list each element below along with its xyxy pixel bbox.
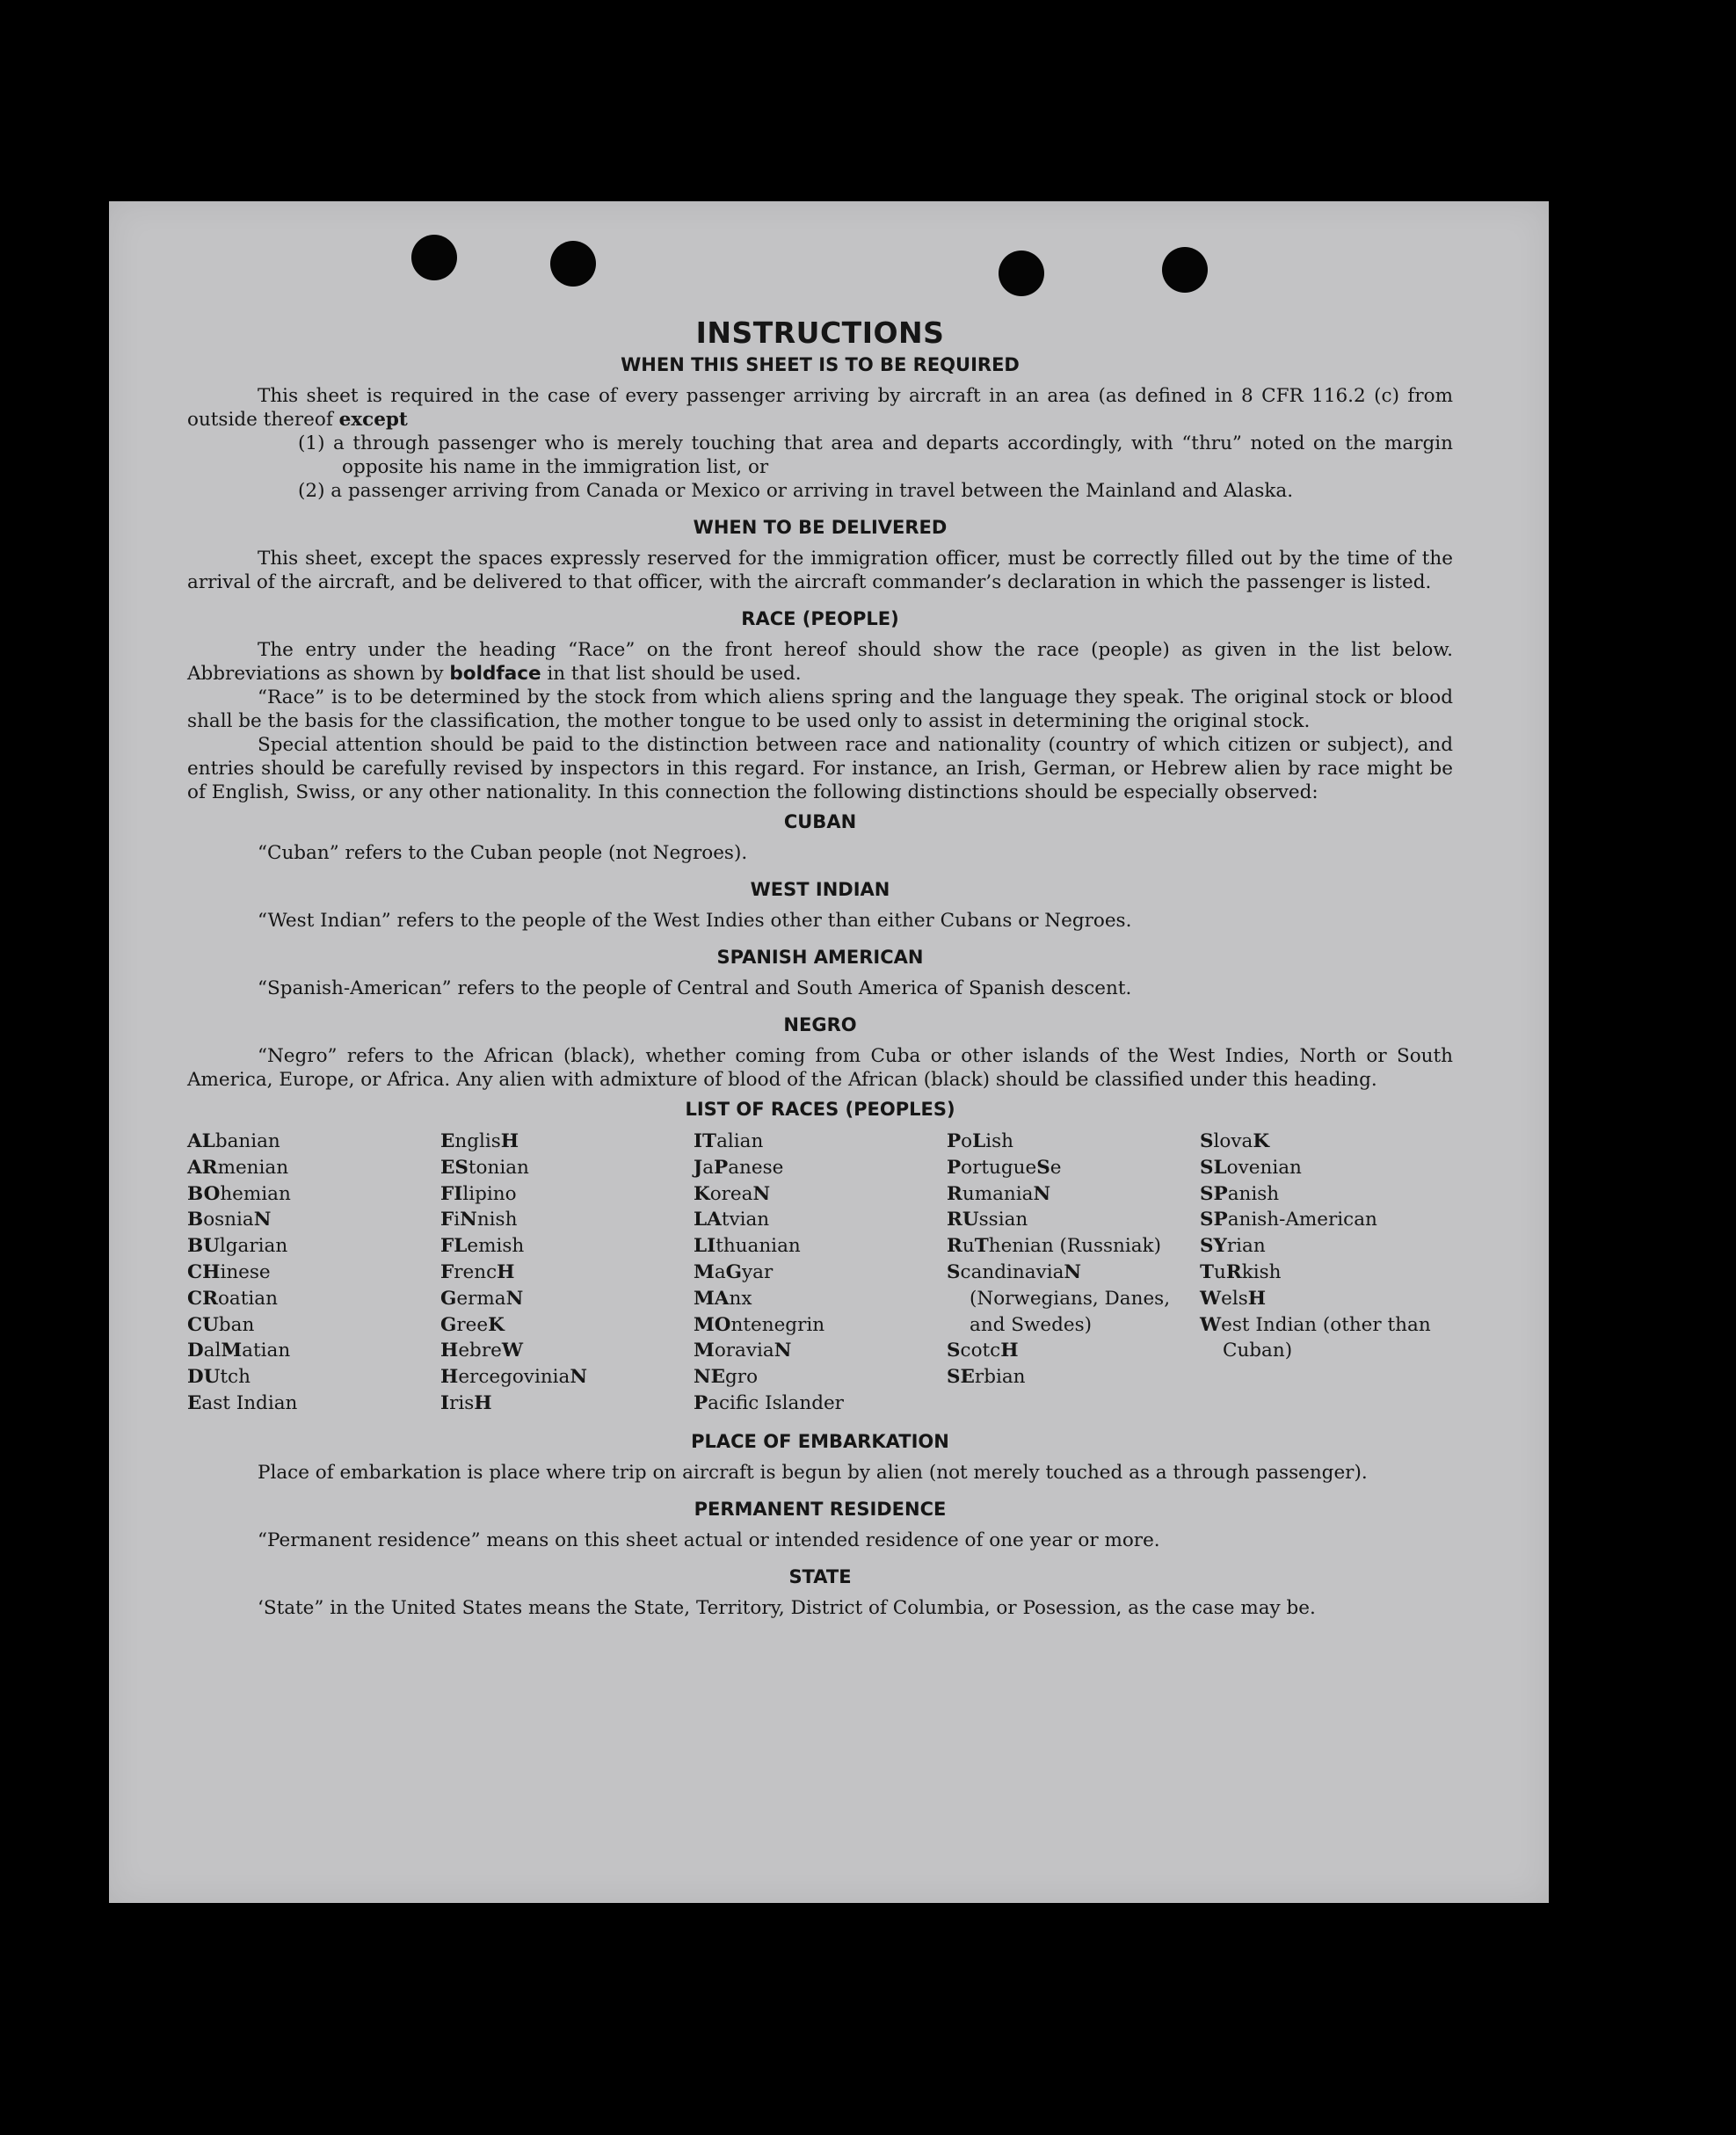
heading-race: RACE (PEOPLE) — [741, 608, 899, 629]
race-entry-text: yar — [742, 1260, 774, 1283]
race-entry — [1200, 1312, 1453, 1365]
race-entry — [440, 1155, 694, 1181]
race-entry-abbrev: P — [947, 1130, 962, 1152]
race-entry-abbrev: NE — [694, 1366, 726, 1389]
spanish-american-text: “Spanish-American” refers to the people of Central and South America of Spanish descent. — [258, 977, 1132, 999]
race-entry-abbrev: N — [253, 1209, 272, 1231]
race-entry-abbrev: N — [505, 1287, 524, 1310]
race-entry-abbrev: SY — [1200, 1235, 1227, 1258]
race-entry-abbrev: E — [440, 1130, 455, 1152]
race-entry-abbrev: N — [1033, 1182, 1051, 1205]
race-entry — [947, 1155, 1200, 1181]
race-entry-abbrev: BO — [187, 1182, 221, 1205]
races-table — [187, 1129, 1453, 1417]
race-entry — [694, 1286, 947, 1312]
race-entry-abbrev: IT — [694, 1130, 717, 1152]
race-entry — [1200, 1260, 1453, 1286]
race-entry-abbrev: F — [440, 1260, 454, 1283]
state-text: ‘State” in the United States means the State, Territory, District of Columbia, or Posession, as the case may be. — [258, 1596, 1316, 1619]
race-entry — [947, 1207, 1200, 1233]
race-entry — [440, 1364, 694, 1391]
race-p1-bold: boldface — [449, 663, 541, 685]
races-column — [694, 1129, 947, 1417]
race-entry-text: lova — [1213, 1130, 1253, 1152]
race-entry-abbrev: E — [187, 1391, 202, 1414]
when-required-except: except — [338, 409, 408, 431]
race-entry-text: (Norwegians, Danes, and Swedes) — [970, 1287, 1171, 1336]
race-entry-abbrev: H — [440, 1366, 459, 1389]
race-entry — [694, 1233, 947, 1260]
race-entry-abbrev: D — [187, 1340, 204, 1362]
race-entry-text: renc — [454, 1260, 498, 1283]
race-entry-text: u — [962, 1235, 975, 1258]
race-entry — [947, 1233, 1200, 1260]
race-entry-text: emish — [467, 1235, 525, 1258]
race-entry-text: gro — [725, 1366, 759, 1389]
race-entry-text: hemian — [220, 1182, 291, 1205]
race-entry-text: acific Islander — [708, 1391, 844, 1414]
race-entry — [947, 1364, 1200, 1391]
race-entry — [694, 1181, 947, 1208]
race-entry — [947, 1260, 1200, 1338]
race-entry-abbrev: R — [1225, 1260, 1242, 1283]
race-entry — [694, 1338, 947, 1364]
document-sheet — [109, 201, 1549, 1903]
page-title: INSTRUCTIONS — [695, 316, 945, 350]
race-entry — [187, 1260, 440, 1286]
when-delivered-text: This sheet, except the spaces expressly reserved for the immigration officer, must be correctly filled out by the time of the arrival of the aircraft, and be delivered to that officer, with the aircraft commander’s declaration in which the passenger is listed. — [187, 548, 1453, 593]
race-entry-text: lipino — [462, 1182, 517, 1205]
race-entry-text: cotc — [960, 1340, 1001, 1362]
race-entry-text: candinavia — [960, 1260, 1064, 1283]
race-entry — [187, 1338, 440, 1364]
race-entry-abbrev: K — [1253, 1130, 1270, 1152]
race-entry-abbrev: RU — [947, 1209, 979, 1231]
race-entry — [440, 1207, 694, 1233]
punch-hole — [550, 241, 596, 287]
when-required-intro — [187, 384, 1453, 432]
race-entry — [694, 1391, 947, 1417]
race-entry-text: orea — [709, 1182, 753, 1205]
race-entry-abbrev: S — [1200, 1130, 1214, 1152]
race-entry-text: tonian — [468, 1156, 529, 1179]
race-entry — [187, 1181, 440, 1208]
race-entry — [187, 1391, 440, 1417]
race-entry-text: al — [203, 1340, 222, 1362]
race-entry-abbrev: SL — [1200, 1156, 1227, 1179]
heading-list-of-races: LIST OF RACES (PEOPLES) — [685, 1099, 955, 1120]
race-entry — [187, 1286, 440, 1312]
race-entry-abbrev: G — [440, 1313, 457, 1336]
when-required-clause-1: (1) a through passenger who is merely touching that area and departs accordingly, with “thru” noted on the margin opposite his name in the immigration list, or — [298, 432, 1453, 478]
race-entry-abbrev: FI — [440, 1182, 463, 1205]
race-entry-text: nish — [476, 1209, 518, 1231]
race-entry-abbrev: K — [488, 1313, 505, 1336]
race-entry-abbrev: S — [1036, 1156, 1050, 1179]
race-entry-text: rbian — [974, 1366, 1026, 1389]
race-entry-abbrev: S — [947, 1260, 961, 1283]
race-entry-text: kish — [1241, 1260, 1282, 1283]
race-paragraph-2: “Race” is to be determined by the stock from which aliens spring and the language they speak. The original stock or blood shall be the basis for the classification, the mother tongue to be used only to assist in determining the original stock. — [187, 686, 1453, 732]
race-entry — [1200, 1181, 1453, 1208]
race-entry-text: ban — [218, 1313, 255, 1336]
race-entry-abbrev: M — [694, 1340, 715, 1362]
race-entry-abbrev: N — [570, 1366, 588, 1389]
race-entry-text: ree — [456, 1313, 489, 1336]
race-entry-abbrev: CH — [187, 1260, 221, 1283]
race-entry — [187, 1364, 440, 1391]
race-entry — [694, 1155, 947, 1181]
races-column — [440, 1129, 694, 1417]
race-entry-abbrev: H — [474, 1391, 492, 1414]
race-entry — [694, 1207, 947, 1233]
race-entry-text: ovenian — [1226, 1156, 1302, 1179]
race-entry — [440, 1338, 694, 1364]
heading-permanent-residence: PERMANENT RESIDENCE — [694, 1498, 947, 1520]
race-entry — [187, 1233, 440, 1260]
race-entry-text: ntenegrin — [730, 1313, 825, 1336]
race-entry-abbrev: H — [1000, 1340, 1019, 1362]
race-entry-text: nx — [729, 1287, 752, 1310]
races-column — [1200, 1129, 1453, 1417]
punch-hole — [411, 235, 457, 280]
race-entry-abbrev: SE — [947, 1366, 975, 1389]
race-entry-text: o — [961, 1130, 973, 1152]
race-entry-text: anese — [728, 1156, 784, 1179]
heading-when-delivered: WHEN TO BE DELIVERED — [693, 517, 948, 538]
when-required-intro-text: This sheet is required in the case of every passenger arriving by aircraft in an area (as defined in 8 CFR 116.2 (c) from outside thereof — [187, 385, 1453, 431]
race-entry-abbrev: MO — [694, 1313, 731, 1336]
race-entry-abbrev: N — [752, 1182, 771, 1205]
race-entry-abbrev: R — [947, 1182, 962, 1205]
when-required-clause-2: (2) a passenger arriving from Canada or Mexico or arriving in travel between the Mainland and Alaska. — [298, 480, 1294, 502]
race-entry-abbrev: SP — [1200, 1182, 1228, 1205]
race-entry-text: i — [454, 1209, 461, 1231]
race-entry-abbrev: MA — [694, 1287, 730, 1310]
race-entry-text: atian — [242, 1340, 291, 1362]
race-entry — [1200, 1233, 1453, 1260]
race-entry-text: e — [1050, 1156, 1062, 1179]
race-entry-text: els — [1221, 1287, 1248, 1310]
race-entry-abbrev: P — [694, 1391, 708, 1414]
race-entry — [1200, 1207, 1453, 1233]
race-entry-abbrev: T — [974, 1235, 989, 1258]
heading-embarkation: PLACE OF EMBARKATION — [691, 1430, 949, 1452]
race-entry-text: ast Indian — [201, 1391, 298, 1414]
race-entry-abbrev: M — [694, 1260, 715, 1283]
race-entry — [440, 1260, 694, 1286]
race-entry-text: est Indian (other than Cuban) — [1221, 1313, 1431, 1362]
races-column — [947, 1129, 1200, 1417]
race-entry — [187, 1129, 440, 1155]
race-entry-text: banian — [214, 1130, 280, 1152]
race-entry — [694, 1364, 947, 1391]
race-entry — [440, 1129, 694, 1155]
race-entry-text: u — [1214, 1260, 1226, 1283]
race-entry-text: menian — [217, 1156, 289, 1179]
embarkation-text: Place of embarkation is place where trip on aircraft is begun by alien (not merely touched as a through passenger). — [258, 1461, 1368, 1484]
race-entry — [694, 1260, 947, 1286]
race-entry-text: ish — [985, 1130, 1014, 1152]
permanent-residence-text: “Permanent residence” means on this sheet actual or intended residence of one year or more. — [258, 1529, 1160, 1551]
race-paragraph-1 — [187, 638, 1453, 686]
race-entry-text: alian — [716, 1130, 764, 1152]
race-entry — [440, 1312, 694, 1339]
race-entry-abbrev: AL — [187, 1130, 215, 1152]
race-entry — [1200, 1286, 1453, 1312]
heading-state: STATE — [788, 1565, 852, 1587]
race-entry-text: umania — [962, 1182, 1034, 1205]
race-entry-abbrev: N — [1064, 1260, 1082, 1283]
race-entry-abbrev: CU — [187, 1313, 219, 1336]
race-entry-text: ebre — [458, 1340, 502, 1362]
race-entry — [947, 1129, 1200, 1155]
race-entry-text: oatian — [217, 1287, 278, 1310]
race-entry-abbrev: F — [440, 1209, 454, 1231]
race-entry-text: inese — [220, 1260, 271, 1283]
race-entry-abbrev: M — [221, 1340, 243, 1362]
race-entry — [947, 1338, 1200, 1364]
cuban-text: “Cuban” refers to the Cuban people (not Negroes). — [258, 842, 748, 864]
race-entry-abbrev: L — [972, 1130, 986, 1152]
punch-hole — [1162, 247, 1208, 293]
race-entry-abbrev: CR — [187, 1287, 218, 1310]
race-entry-text: thuanian — [715, 1235, 801, 1258]
race-entry — [694, 1312, 947, 1339]
race-entry-abbrev: P — [947, 1156, 962, 1179]
negro-text: “Negro” refers to the African (black), whether coming from Cuba or other islands of the West Indies, North or South America, Europe, or Africa. Any alien with admixture of blood of the African (black) should be classified under this heading. — [187, 1045, 1453, 1091]
race-entry-text: henian (Russniak) — [988, 1235, 1161, 1258]
race-entry-abbrev: LA — [694, 1209, 722, 1231]
race-entry — [440, 1286, 694, 1312]
race-entry — [1200, 1129, 1453, 1155]
race-entry-text: ortugue — [961, 1156, 1037, 1179]
heading-negro: NEGRO — [783, 1014, 857, 1035]
race-entry-abbrev: H — [1247, 1287, 1267, 1310]
west-indian-text: “West Indian” refers to the people of the West Indies other than either Cubans or Negroes. — [258, 910, 1132, 932]
race-entry-text: a — [702, 1156, 715, 1179]
race-entry-text: nglis — [454, 1130, 501, 1152]
race-paragraph-3: Special attention should be paid to the distinction between race and nationality (country of which citizen or subject), and entries should be carefully revised by inspectors in this regard. For instance, an Irish, German, or Hebrew alien by race might be of English, Swiss, or any other nationality. In this connection the following distinctions should be especially observed: — [187, 734, 1453, 803]
race-entry-abbrev: N — [774, 1340, 792, 1362]
race-entry-abbrev: R — [947, 1235, 962, 1258]
instructions-content — [187, 316, 1453, 1620]
race-p1-a: The entry under the heading “Race” on the front hereof should show the race (people) as given in the list below. Abbreviations as shown by — [187, 639, 1453, 685]
race-entry-text: anish-American — [1227, 1209, 1377, 1231]
race-entry-text: tvian — [721, 1209, 770, 1231]
race-entry — [187, 1312, 440, 1339]
race-entry — [187, 1155, 440, 1181]
race-entry-text: ris — [449, 1391, 475, 1414]
race-entry-abbrev: G — [440, 1287, 457, 1310]
heading-west-indian: WEST INDIAN — [750, 879, 890, 900]
race-entry-abbrev: FL — [440, 1235, 468, 1258]
race-entry — [947, 1181, 1200, 1208]
race-entry-abbrev: B — [187, 1209, 204, 1231]
race-entry-abbrev: G — [725, 1260, 743, 1283]
race-entry-text: a — [714, 1260, 726, 1283]
race-entry-abbrev: P — [714, 1156, 729, 1179]
race-entry-text: erma — [456, 1287, 506, 1310]
race-entry-abbrev: H — [497, 1260, 515, 1283]
race-entry-text: lgarian — [219, 1235, 288, 1258]
race-entry-abbrev: N — [460, 1209, 477, 1231]
race-entry — [440, 1181, 694, 1208]
race-entry-abbrev: W — [1200, 1287, 1222, 1310]
race-entry-abbrev: LI — [694, 1235, 716, 1258]
race-entry-text: anish — [1227, 1182, 1280, 1205]
race-entry-abbrev: I — [440, 1391, 450, 1414]
races-column — [187, 1129, 440, 1417]
race-entry-abbrev: J — [694, 1156, 703, 1179]
race-entry-abbrev: DU — [187, 1366, 221, 1389]
race-entry-abbrev: SP — [1200, 1209, 1228, 1231]
race-entry-abbrev: W — [501, 1340, 523, 1362]
heading-cuban: CUBAN — [783, 811, 857, 832]
race-entry-abbrev: AR — [187, 1156, 218, 1179]
race-entry-abbrev: W — [1200, 1313, 1222, 1336]
race-entry-abbrev: BU — [187, 1235, 220, 1258]
race-entry — [694, 1129, 947, 1155]
race-entry-abbrev: ES — [440, 1156, 469, 1179]
race-entry-text: ercegovinia — [458, 1366, 570, 1389]
punch-hole — [999, 251, 1044, 296]
race-entry — [440, 1391, 694, 1417]
race-entry — [1200, 1155, 1453, 1181]
race-entry-abbrev: H — [500, 1130, 519, 1152]
race-entry-text: rian — [1226, 1235, 1266, 1258]
race-entry-abbrev: H — [440, 1340, 459, 1362]
heading-when-required: WHEN THIS SHEET IS TO BE REQUIRED — [621, 354, 1020, 375]
race-entry-text: osnia — [203, 1209, 254, 1231]
race-entry — [440, 1233, 694, 1260]
heading-spanish-american: SPANISH AMERICAN — [716, 947, 924, 968]
race-entry-abbrev: S — [947, 1340, 961, 1362]
race-entry-abbrev: K — [694, 1182, 710, 1205]
race-entry-abbrev: T — [1200, 1260, 1214, 1283]
race-entry-text: ssian — [978, 1209, 1028, 1231]
race-p1-b: in that list should be used. — [547, 663, 802, 685]
race-entry-text: oravia — [714, 1340, 774, 1362]
race-entry-text: tch — [220, 1366, 251, 1389]
race-entry — [187, 1207, 440, 1233]
